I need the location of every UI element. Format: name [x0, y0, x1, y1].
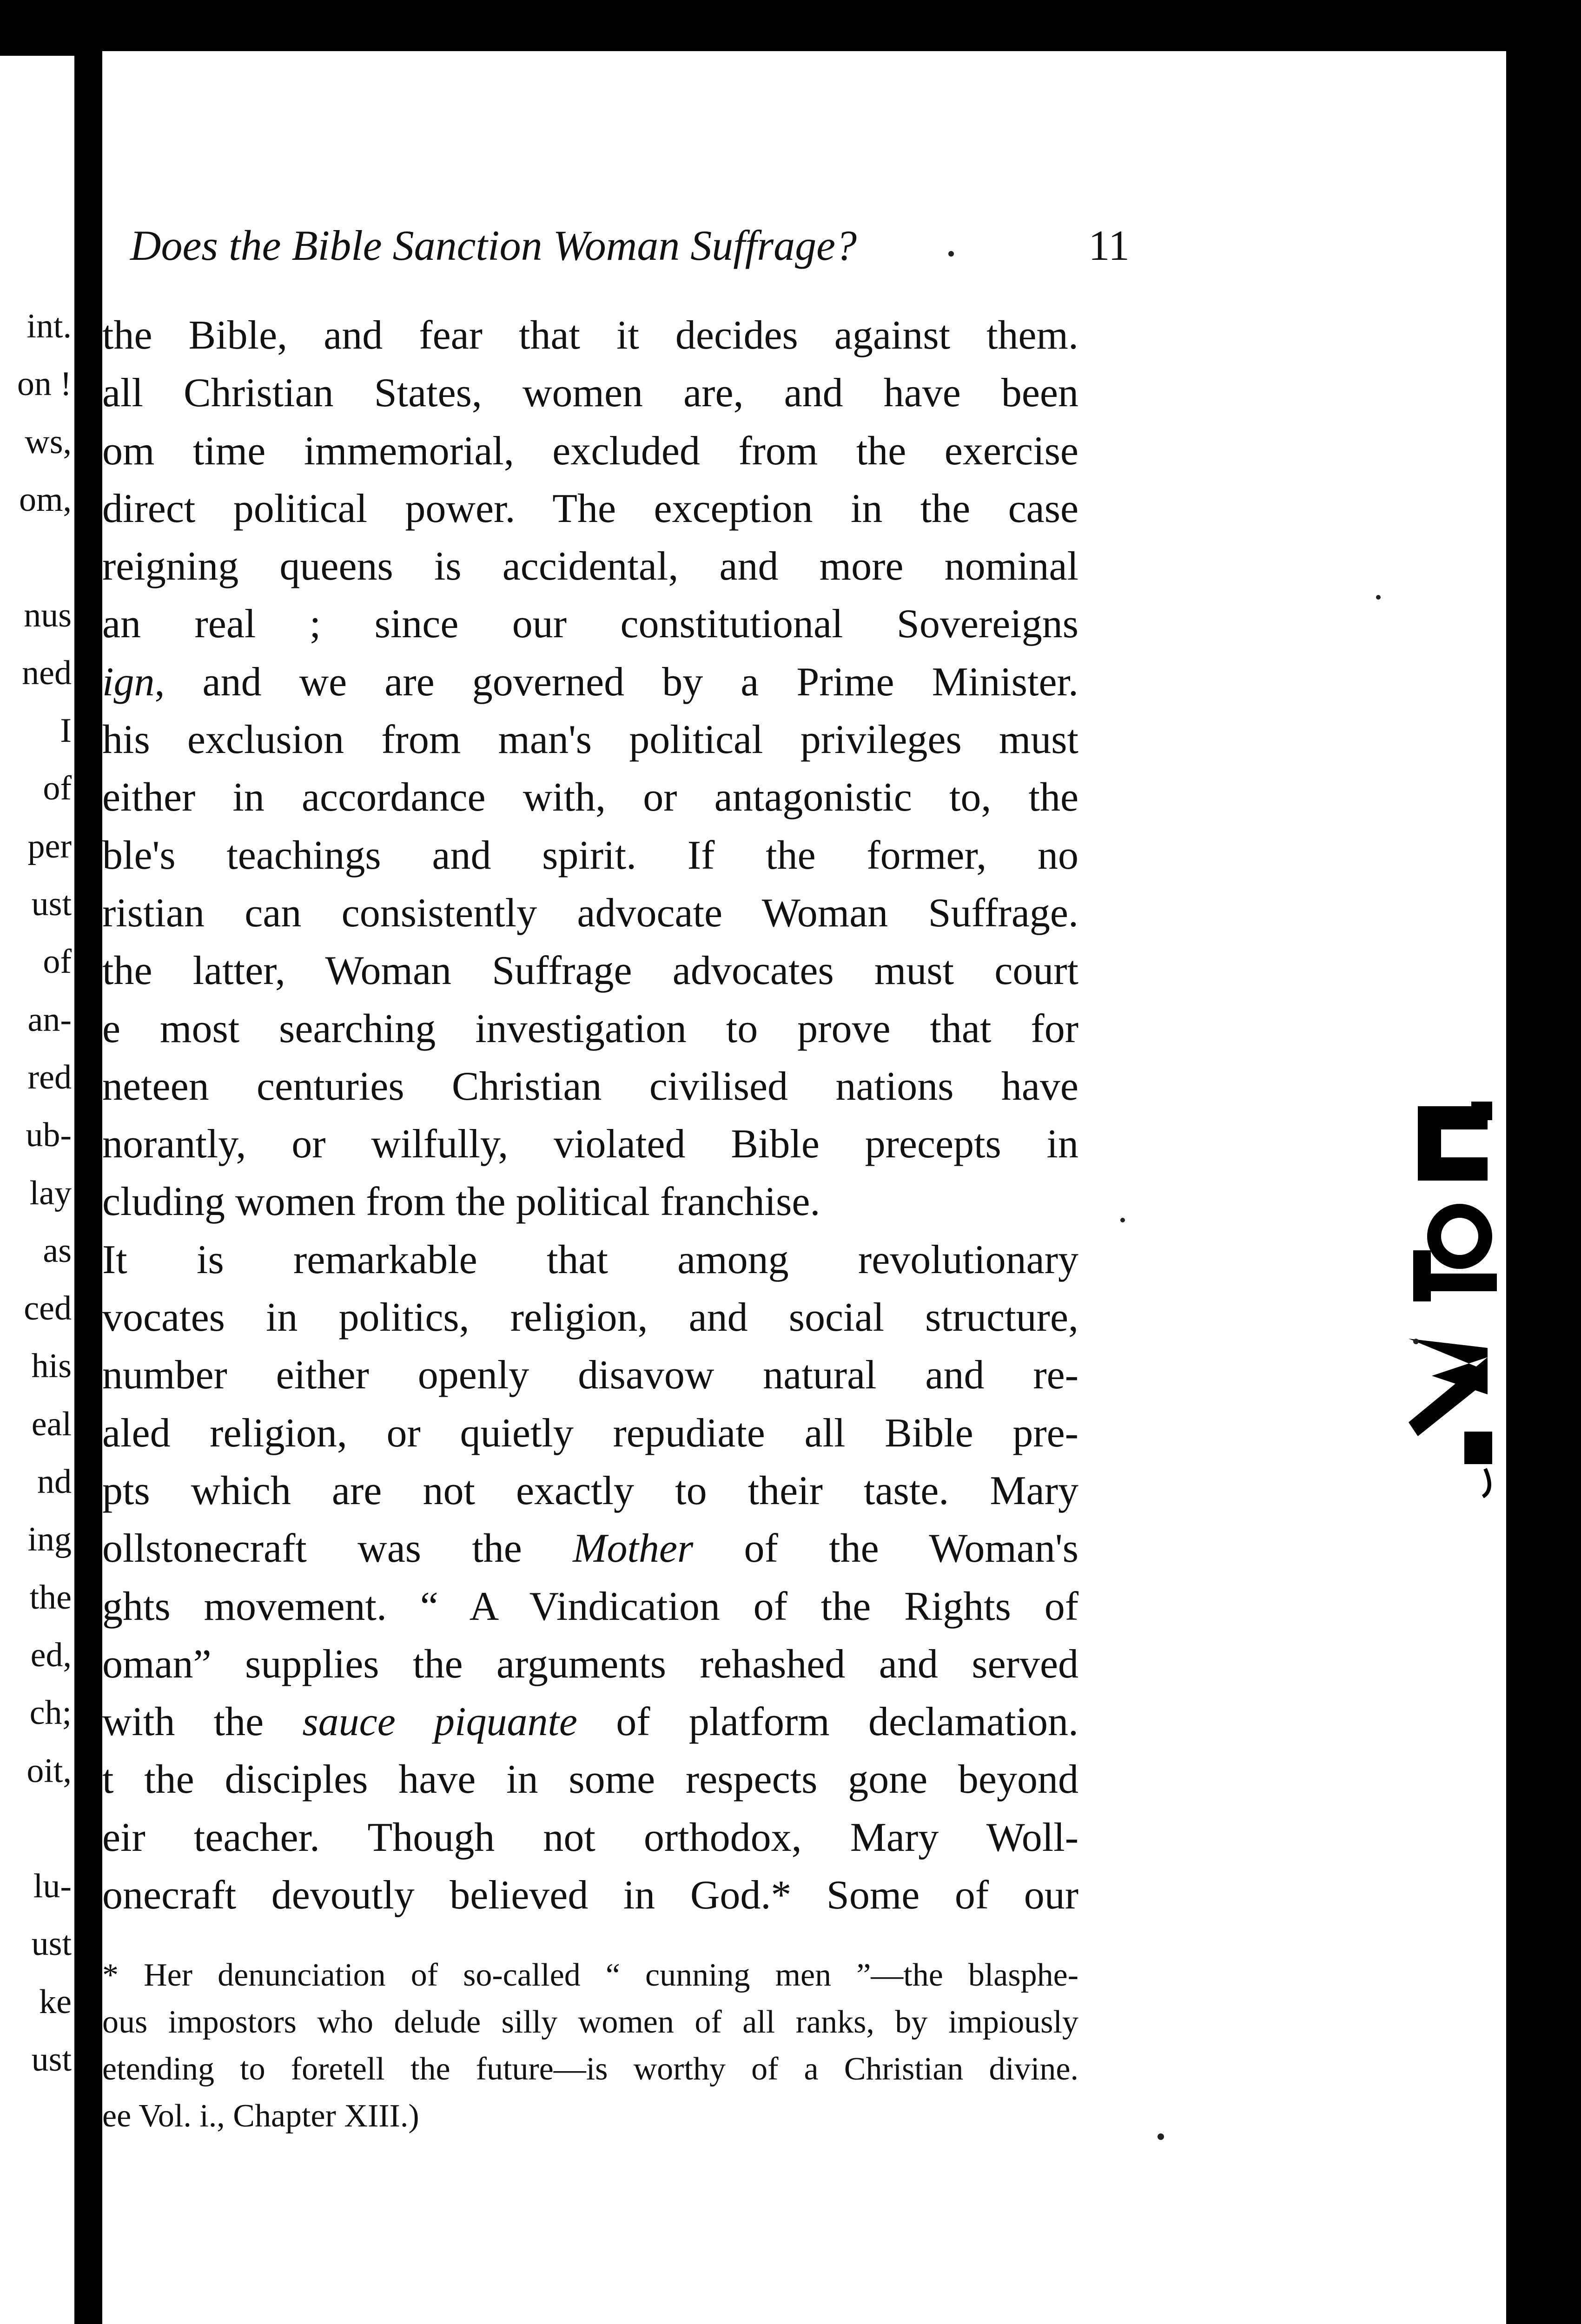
footnote-line: ee Vol. i., Chapter XIII.) — [102, 2098, 419, 2134]
text-line: oman” supplies the arguments rehashed and served — [102, 1641, 1078, 1687]
facing-page-fragment: per — [27, 827, 72, 865]
facing-page-fragment: the — [29, 1578, 72, 1617]
facing-page-fragment: nd — [37, 1463, 72, 1501]
facing-page-fragment: ke — [39, 1982, 72, 2021]
body-text — [102, 307, 1078, 1924]
italic-word: ign — [102, 659, 155, 705]
facing-page-fragment: ust — [31, 885, 72, 923]
text-line: direct political power. The exception in the case — [102, 486, 1078, 531]
footnote — [102, 1952, 1078, 2140]
text-line: number either openly disavow natural and re- — [102, 1353, 1078, 1398]
book-page — [102, 51, 1506, 2324]
text-line: It is remarkable that among revolutionary — [102, 1237, 1078, 1282]
italic-word: Mother — [573, 1526, 694, 1571]
stamp-glyph-c — [1418, 1102, 1492, 1181]
footnote-line: ous impostors who delude silly women of all ranks, by impiously — [102, 2004, 1078, 2040]
text-line: e most searching investigation to prove that for — [102, 1006, 1078, 1051]
text-line — [102, 654, 1078, 711]
facing-page-fragment: eal — [31, 1405, 72, 1443]
facing-page-fragment: lay — [29, 1174, 72, 1212]
facing-page-fragment: nus — [24, 596, 72, 634]
paper-speck — [1376, 595, 1381, 600]
text-line: an real ; since our constitutional Sovereigns — [102, 601, 1078, 647]
text-line — [102, 1520, 1078, 1578]
text-line: aled religion, or quietly repudiate all Bible pre- — [102, 1410, 1078, 1456]
facing-page-fragment: an- — [27, 1000, 72, 1039]
facing-page-fragment: of — [43, 943, 72, 981]
facing-page-fragment: his — [31, 1347, 72, 1386]
facing-page-fragment: om, — [19, 480, 72, 519]
text-line: ghts movement. “ A Vindication of the Rights of — [102, 1584, 1078, 1629]
facing-page-fragment: on ! — [17, 365, 72, 403]
book-gutter — [74, 0, 102, 2324]
facing-page-fragment: ub- — [26, 1116, 72, 1155]
paper-speck — [1413, 1339, 1419, 1344]
footnote-line: * Her denunciation of so-called “ cunning men ”—the blasphe- — [102, 1957, 1078, 1993]
text-line: onecraft devoutly believed in God.* Some of our — [102, 1873, 1078, 1918]
facing-page-fragment: ing — [27, 1520, 72, 1559]
facing-page-fragment: ned — [22, 654, 72, 692]
facing-page-fragment: as — [43, 1231, 72, 1270]
text-run: ollstonecraft was the — [102, 1526, 522, 1571]
stamp-glyph-v — [1409, 1339, 1492, 1464]
library-stamp — [1390, 1097, 1502, 1525]
text-line: his exclusion from man's political privileges must — [102, 717, 1078, 763]
facing-page-fragment: int. — [26, 307, 72, 345]
text-line: ristian can consistently advocate Woman Suffrage. — [102, 890, 1078, 936]
text-line: the latter, Woman Suffrage advocates must court — [102, 948, 1078, 994]
text-run: of platform declamation. — [577, 1699, 1078, 1745]
text-line: t the disciples have in some respects gone beyond — [102, 1757, 1078, 1802]
text-line: the Bible, and fear that it decides against them. — [102, 313, 1078, 358]
facing-page-edge — [0, 56, 74, 2324]
facing-page-fragment: ws, — [25, 423, 72, 461]
text-line: vocates in politics, religion, and social structure, — [102, 1295, 1078, 1340]
page-header — [130, 221, 1130, 272]
text-line: cluding women from the political franchise. — [102, 1179, 820, 1225]
facing-page-fragment: ed, — [30, 1636, 72, 1674]
text-line: either in accordance with, or antagonistic to, the — [102, 775, 1078, 820]
text-line: reigning queens is accidental, and more nominal — [102, 544, 1078, 589]
page-edge-shadow — [1506, 84, 1581, 2324]
stamp-glyph-f — [1413, 1211, 1497, 1301]
text-line: ble's teachings and spirit. If the former, no — [102, 832, 1078, 878]
running-title: Does the Bible Sanction Woman Suffrage? — [130, 222, 857, 269]
text-line: eir teacher. Though not orthodox, Mary Woll- — [102, 1815, 1078, 1860]
text-line: neteen centuries Christian civilised nations have — [102, 1063, 1078, 1109]
text-run: with the — [102, 1699, 264, 1745]
text-run: of the Woman's — [693, 1526, 1079, 1571]
footnote-line: etending to foretell the future—is worthy of a Christian divine. — [102, 2051, 1078, 2087]
text-line: norantly, or wilfully, violated Bible precepts in — [102, 1122, 1078, 1167]
facing-page-fragment: of — [43, 769, 72, 808]
stamp-mark — [1483, 1469, 1489, 1497]
paper-speck — [1120, 1218, 1125, 1222]
italic-phrase: sauce piquante — [302, 1699, 577, 1745]
text-line: pts which are not exactly to their taste. Mary — [102, 1468, 1078, 1513]
facing-page-fragment: ced — [24, 1289, 72, 1328]
page-number: 11 — [1088, 222, 1130, 269]
facing-page-fragment: ust — [31, 1925, 72, 1963]
facing-page-fragment: I — [60, 712, 72, 750]
facing-page-fragment: ust — [31, 2040, 72, 2079]
facing-page-fragment: lu- — [33, 1867, 72, 1906]
paper-speck — [1158, 2133, 1164, 2140]
text-line: om time immemorial, excluded from the exercise — [102, 428, 1078, 474]
paper-speck — [948, 251, 954, 257]
text-run: , and we are governed by a Prime Minister. — [154, 659, 1078, 705]
text-line — [102, 1693, 1078, 1751]
facing-page-fragment: ch; — [29, 1694, 72, 1732]
facing-page-fragment: red — [27, 1058, 72, 1096]
facing-page-fragment: oit, — [26, 1751, 72, 1790]
text-line: all Christian States, women are, and have been — [102, 370, 1078, 416]
